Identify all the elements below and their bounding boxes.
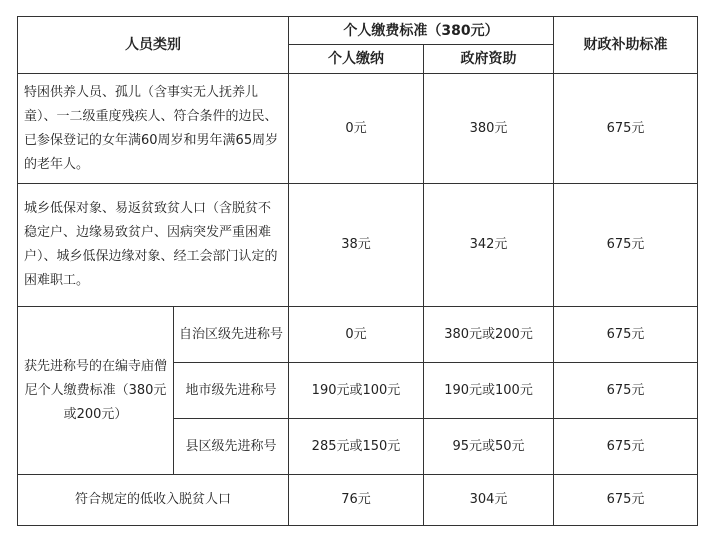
row-fiscal: 675元 xyxy=(554,419,698,475)
row-gov: 380元 xyxy=(424,74,554,184)
row-gov: 342元 xyxy=(424,184,554,307)
table-row xyxy=(18,74,698,184)
row-fiscal: 675元 xyxy=(554,307,698,363)
header-personal-paid: 个人缴纳 xyxy=(289,45,424,74)
row-personal: 0元 xyxy=(289,74,424,184)
row-category: 符合规定的低收入脱贫人口 xyxy=(18,475,289,526)
row-fiscal: 675元 xyxy=(554,184,698,307)
sub-level: 县区级先进称号 xyxy=(174,419,289,475)
row-gov: 190元或100元 xyxy=(424,363,554,419)
row-fiscal: 675元 xyxy=(554,363,698,419)
table-row xyxy=(18,184,698,307)
row-personal: 0元 xyxy=(289,307,424,363)
row-personal: 38元 xyxy=(289,184,424,307)
sub-level: 地市级先进称号 xyxy=(174,363,289,419)
sub-level: 自治区级先进称号 xyxy=(174,307,289,363)
row-personal: 76元 xyxy=(289,475,424,526)
row-category: 特困供养人员、孤儿（含事实无人抚养儿童）、一二级重度残疾人、符合条件的边民、已参保登记的女年满60周岁和男年满65周岁的老年人。 xyxy=(18,74,289,184)
row-category: 城乡低保对象、易返贫致贫人口（含脱贫不稳定户、边缘易致贫户、因病突发严重困难户）、城乡低保边缘对象、经工会部门认定的困难职工。 xyxy=(18,184,289,307)
header-category: 人员类别 xyxy=(18,17,289,74)
row-gov: 304元 xyxy=(424,475,554,526)
row-gov: 380元或200元 xyxy=(424,307,554,363)
group-category: 获先进称号的在编寺庙僧尼个人缴费标准（380元或200元） xyxy=(18,307,174,475)
header-gov-subsidy: 政府资助 xyxy=(424,45,554,74)
header-fiscal-subsidy: 财政补助标准 xyxy=(554,17,698,74)
table-row xyxy=(18,307,698,363)
row-fiscal: 675元 xyxy=(554,74,698,184)
row-personal: 285元或150元 xyxy=(289,419,424,475)
row-fiscal: 675元 xyxy=(554,475,698,526)
header-personal-standard: 个人缴费标准（380元） xyxy=(289,17,554,45)
row-gov: 95元或50元 xyxy=(424,419,554,475)
table-row xyxy=(18,475,698,526)
row-personal: 190元或100元 xyxy=(289,363,424,419)
subsidy-table xyxy=(17,16,698,526)
